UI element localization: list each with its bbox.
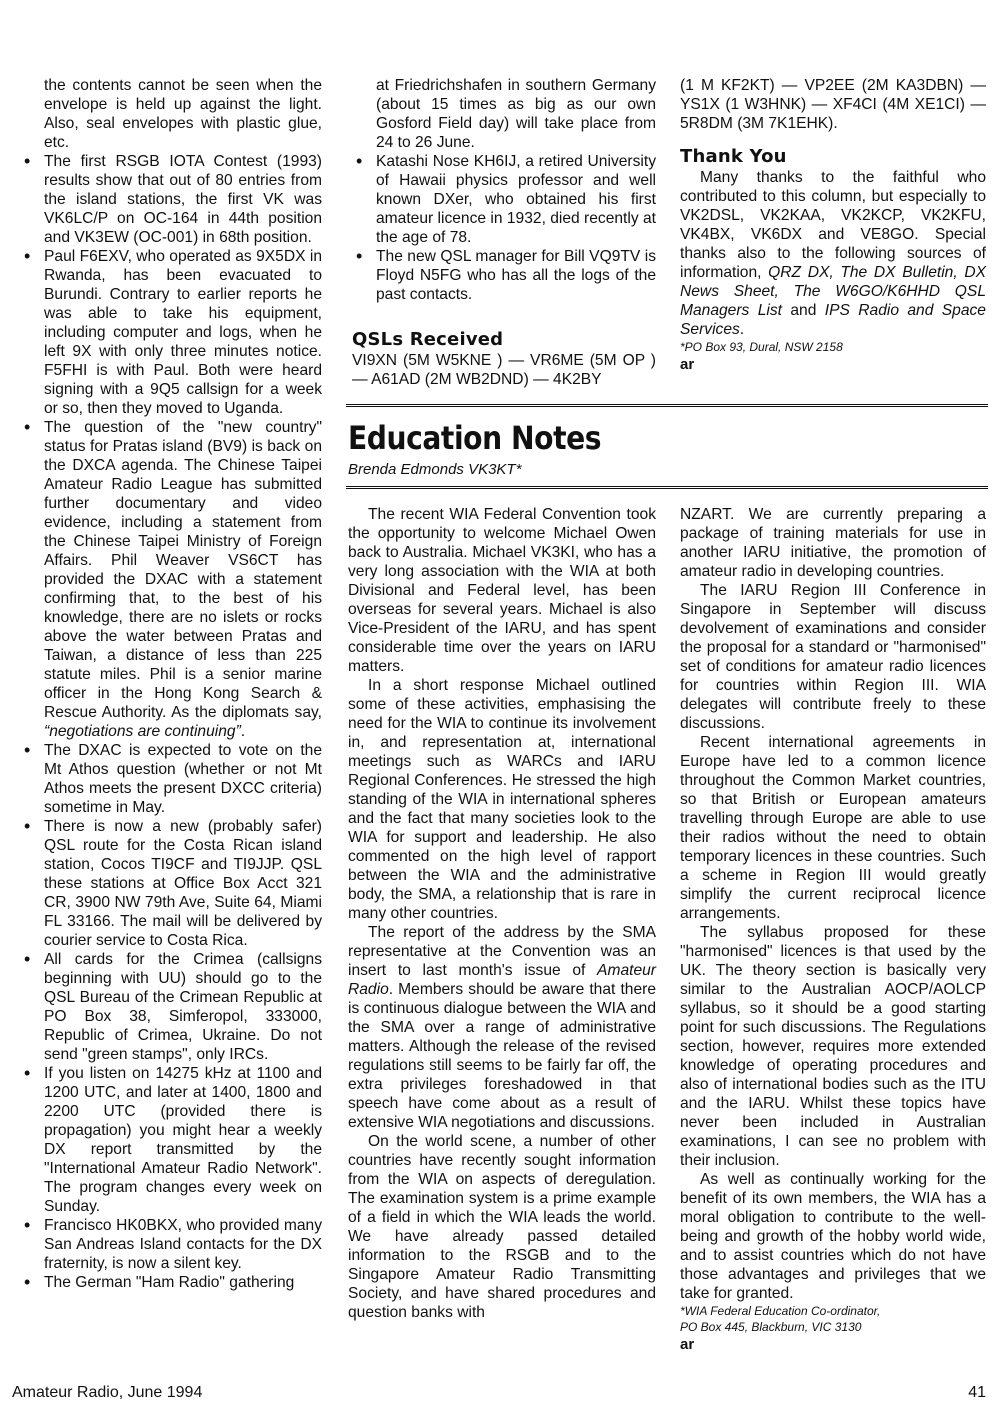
footer-publication: Amateur Radio, June 1994	[12, 1384, 203, 1401]
author-address: PO Box 445, Blackburn, VIC 3130	[680, 1320, 862, 1334]
paragraph: The syllabus proposed for these "harmonised" licences is that used by the UK. The theory section is basically very similar to the Australian AOCP/AOLCP syllabus, so it should be a good starting point for such discussions. The Regulations section, however, requires more extended knowledge of operating procedures and also of international bodies such as the ITU and the IARU. Whilst these topics have never been included in Australian examinations, I can see no problem with their inclusion.	[680, 924, 986, 1169]
education-column-b	[680, 505, 986, 1354]
list-item: • The German "Ham Radio" gathering	[20, 1273, 322, 1292]
dx-news-list	[352, 152, 656, 304]
paragraph: the contents cannot be seen when the envelope is held up against the light. Also, seal envelopes with plastic glue, etc.	[44, 77, 322, 151]
list-item: • The first RSGB IOTA Contest (1993) results show that out of 80 entries from the island stations, the first VK was VK6LC/P on OC-164 in 44th position and VK3EW (OC-001) in 68th position.	[20, 152, 322, 247]
end-mark: ar	[680, 356, 695, 373]
list-item: • All cards for the Crimea (callsigns beginning with UU) should go to the QSL Bureau of the Crimean Republic at PO Box 38, Simferopol, 333000, Republic of Crimea, Ukraine. Do not send "green stamps", only IRCs.	[20, 950, 322, 1064]
list-item: • If you listen on 14275 kHz at 1100 and 1200 UTC, and later at 1400, 1800 and 2200 UTC (provided there is propagation) you might hear a weekly DX report transmitted by the "International Amateur Radio Network". The program changes every week on Sunday.	[20, 1064, 322, 1216]
column-1	[20, 76, 322, 1292]
paragraph: Recent international agreements in Europe have led to a common licence throughout the Common Market countries, so that British or European amateurs travelling through Europe are able to use their radios without the need to obtain temporary licences in these countries. Such a scheme in Region III would greatly simplify the current reciprocal licence arrangements.	[680, 734, 986, 922]
list-item: • Katashi Nose KH6IJ, a retired University of Hawaii physics professor and well known DXer, who obtained his first amateur licence in 1932, died recently at the age of 78.	[352, 152, 656, 247]
paragraph: The report of the address by the SMA representative at the Convention was an insert to last month's issue of Amateur Radio. Members should be aware that there is continuous dialogue between the WIA and the SMA over a range of administrative matters. Although the release of the revised regulations still seems to be fairly far off, the extra privileges foreshadowed in that speech have come about as a result of extensive WIA negotiations and discussions.	[348, 924, 656, 1131]
dx-news-list	[20, 152, 322, 1292]
end-mark: ar	[680, 1336, 695, 1353]
section-divider	[346, 404, 988, 409]
thanks-heading: Thank You	[680, 146, 787, 167]
byline-divider	[346, 486, 988, 491]
list-item: • The DXAC is expected to vote on the Mt Athos question (whether or not Mt Athos meets the present DXCC criteria) sometime in May.	[20, 741, 322, 817]
column-2	[352, 76, 656, 389]
list-item: • The new QSL manager for Bill VQ9TV is Floyd N5FG who has all the logs of the past contacts.	[352, 247, 656, 304]
paragraph: The IARU Region III Conference in Singapore in September will discuss devolvement of examinations and consider the proposal for a standard or "harmonised" set of conditions for amateur radio licences for countries within Region III. WIA delegates will contribute freely to these discussions.	[680, 582, 986, 732]
paragraph: NZART. We are currently preparing a package of training materials for use in another IARU initiative, the promotion of amateur radio in developing countries.	[680, 506, 986, 580]
thanks-paragraph: Many thanks to the faithful who contributed to this column, but especially to VK2DSL, VK2KAA, VK2KCP, VK2KFU, VK4BX, VK6DX and VE8GO. Special thanks also to the following sources of information, QRZ DX, The DX Bulletin, DX News Sheet, The W6GO/K6HHD QSL Managers List and IPS Radio and Space Services.	[680, 169, 986, 338]
article-title: Education Notes	[348, 419, 602, 457]
list-item: • Paul F6EXV, who operated as 9X5DX in Rwanda, has been evacuated to Burundi. Contrary to earlier reports he was able to take his equipment, including computer and logs, when he left 9X with only three minutes notice. F5FHI is with Paul. Both were heard signing with a 9Q5 callsign for a week or so, then they moved to Uganda.	[20, 247, 322, 418]
article-byline: Brenda Edmonds VK3KT*	[348, 461, 522, 478]
qsl-list: VI9XN (5M W5KNE ) — VR6ME (5M OP ) — A61AD (2M WB2DND) — 4K2BY	[352, 352, 656, 388]
qsl-heading: QSLs Received	[352, 329, 504, 350]
list-item: • The question of the "new country" status for Pratas island (BV9) is back on the DXCA agenda. The Chinese Taipei Amateur Radio League has submitted further documentary and video evidence, including a statement from the Chinese Taipei Ministry of Foreign Affairs. Phil Weaver VS6CT has provided the DXAC with a statement confirming that, to the best of his knowledge, there are no islets or rocks above the water between Pratas and Taiwan, a distance of less than 225 statute miles. Phil is a senior marine officer in the Hong Kong Search & Rescue Authority. As the diplomats say, “negotiations are continuing”.	[20, 418, 322, 741]
author-note: *WIA Federal Education Co-ordinator,	[680, 1304, 881, 1318]
list-item: • There is now a new (probably safer) QSL route for the Costa Rican island station, Cocos TI9CF and TI9JJP. QSL these stations at Office Box Acct 321 CR, 3900 NW 79th Ave, Suite 64, Miami FL 33166. The mail will be delivered by courier service to Costa Rica.	[20, 817, 322, 950]
paragraph: In a short response Michael outlined some of these activities, emphasising the need for the WIA to continue its involvement in, and representation at, international meetings such as WARCs and IARU Regional Conferences. He stressed the high standing of the WIA in international spheres and the fact that many societies look to the WIA for support and leadership. He also commented on the high level of rapport between the WIA and the administrative body, the SMA, a relationship that is rare in many other countries.	[348, 677, 656, 922]
page-number: 41	[968, 1384, 986, 1401]
column-3	[680, 76, 986, 374]
paragraph: On the world scene, a number of other countries have recently sought information from the WIA on aspects of deregulation. The examination system is a prime example of a field in which the WIA leads the world. We have already passed detailed information to the RSGB and to the Singapore Amateur Radio Transmitting Society, and have shared procedures and question banks with	[348, 1133, 656, 1321]
education-column-a	[348, 505, 656, 1322]
list-item: • Francisco HK0BKX, who provided many San Andreas Island contacts for the DX fraternity, is now a silent key.	[20, 1216, 322, 1273]
qsl-list-continued: (1 M KF2KT) — VP2EE (2M KA3DBN) — YS1X (1 W3HNK) — XF4CI (4M XE1CI) — 5R8DM (3M 7K1EHK).	[680, 77, 986, 132]
paragraph: at Friedrichshafen in southern Germany (about 15 times as big as our own Gosford Field day) will take place from 24 to 26 June.	[376, 77, 656, 151]
paragraph: As well as continually working for the benefit of its own members, the WIA has a moral obligation to contribute to the well-being and growth of the hobby world wide, and to assist countries which do not have those advantages and privileges that we take for granted.	[680, 1171, 986, 1302]
author-address: *PO Box 93, Dural, NSW 2158	[680, 340, 843, 354]
paragraph: The recent WIA Federal Convention took the opportunity to welcome Michael Owen back to Australia. Michael VK3KI, who has a very long association with the WIA at both Divisional and Federal level, has been overseas for several years. Michael is also Vice-President of the IARU, and has spent considerable time over the years on IARU matters.	[348, 506, 656, 675]
